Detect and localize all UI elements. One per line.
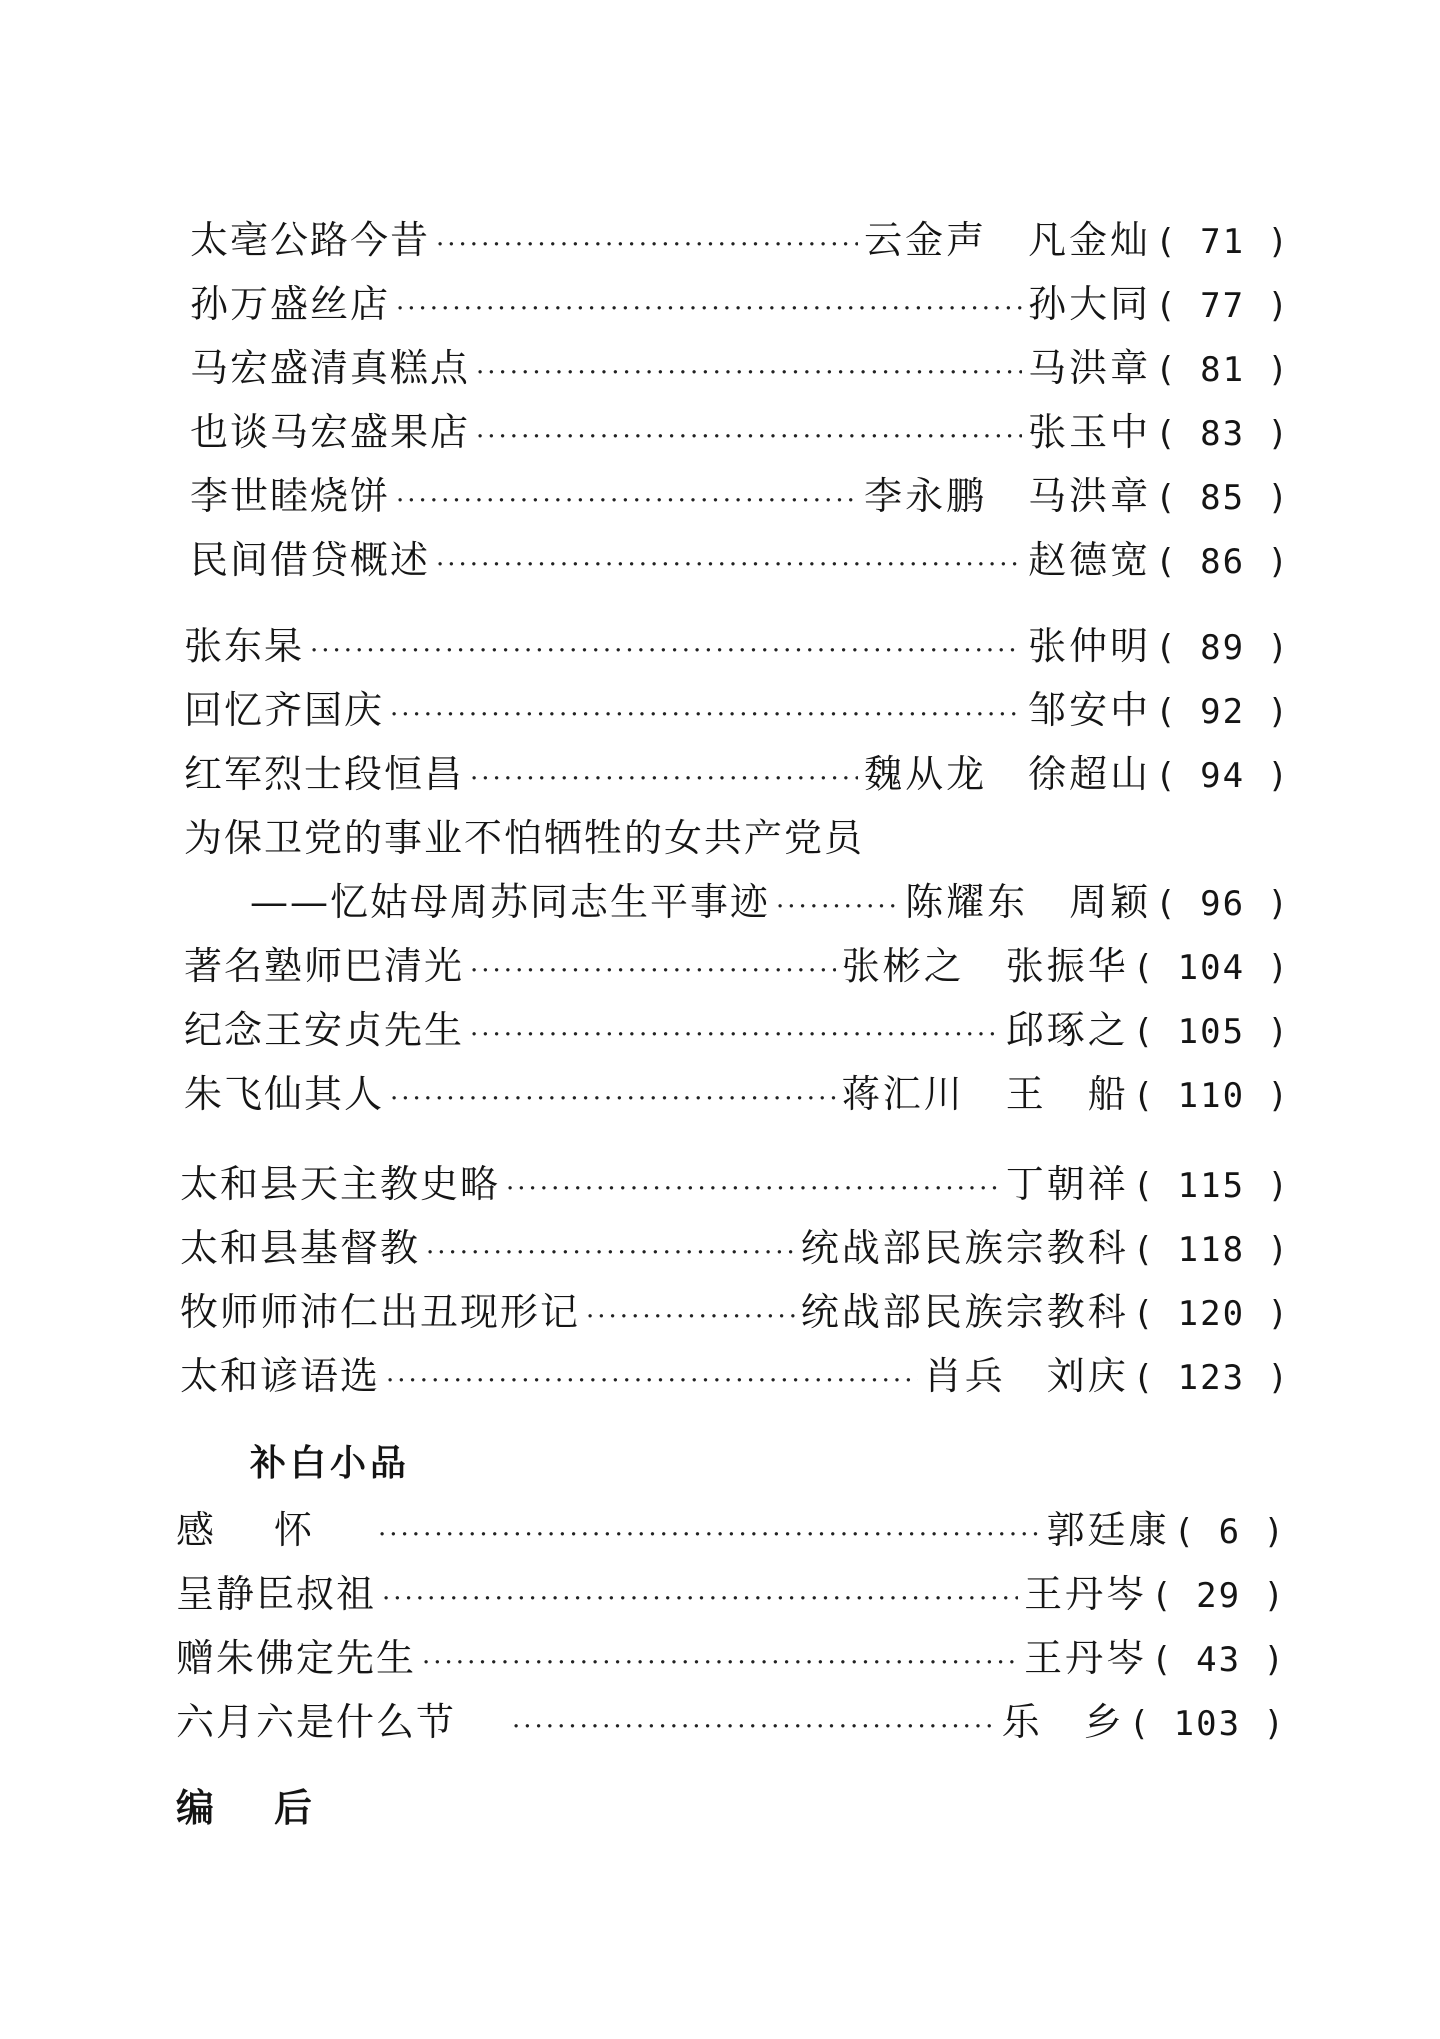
entry-page: ( 103 ): [1128, 1704, 1286, 1744]
entry-author: 蒋汇川 王 船: [841, 1072, 1129, 1116]
leader-dots: [776, 879, 899, 935]
entry-page: ( 86 ): [1155, 542, 1290, 582]
entry-page: ( 110 ): [1132, 1076, 1290, 1116]
entry-page: ( 94 ): [1155, 756, 1290, 796]
entry-title: 感怀: [176, 1508, 373, 1552]
toc-entry: [184, 618, 1290, 679]
entry-title: 朱飞仙其人: [184, 1072, 385, 1116]
leader-dots: [436, 537, 1022, 593]
entry-page: ( 81 ): [1155, 350, 1290, 390]
entry-author: 张彬之 张振华: [841, 944, 1129, 988]
leader-dots: [470, 751, 858, 807]
leader-dots: [390, 687, 1022, 743]
entry-author: 赵德宽: [1028, 538, 1152, 582]
leader-dots: [436, 217, 858, 273]
toc-entry: [180, 1284, 1290, 1345]
entry-author: 邹安中: [1028, 688, 1152, 732]
toc-entry: [190, 212, 1290, 273]
entry-title: 著名塾师巴清光: [184, 944, 465, 988]
entry-author: 王丹岑: [1024, 1572, 1148, 1616]
entry-author: 马洪章: [1028, 346, 1152, 390]
entry-page: ( 96 ): [1155, 884, 1290, 924]
leader-dots: [382, 1571, 1018, 1627]
entry-title: 民间借贷概述: [190, 538, 431, 582]
entry-title: 孙万盛丝店: [190, 282, 391, 326]
afterword-heading: 编后: [176, 1786, 373, 1830]
entry-author: 云金声 凡金灿: [864, 218, 1152, 262]
entry-page: ( 123 ): [1132, 1358, 1290, 1398]
entry-author: 乐 乡: [1001, 1700, 1125, 1744]
leader-dots: [476, 345, 1022, 401]
leader-dots: [586, 1289, 795, 1345]
toc-entry: [250, 874, 1290, 935]
entry-page: ( 104 ): [1132, 948, 1290, 988]
toc-entry: [184, 1002, 1290, 1063]
leader-dots: [396, 281, 1022, 337]
entry-author: 张玉中: [1028, 410, 1152, 454]
entry-author: 肖兵 刘庆: [923, 1354, 1129, 1398]
toc-entry: [190, 532, 1290, 593]
toc-entry: [190, 276, 1290, 337]
toc-entry: [184, 682, 1290, 743]
entry-page: ( 29 ): [1151, 1576, 1286, 1616]
entry-author: 魏从龙 徐超山: [864, 752, 1152, 796]
toc-entry: [176, 1566, 1286, 1627]
entry-title: 马宏盛清真糕点: [190, 346, 471, 390]
toc-entry: [190, 404, 1290, 465]
entry-title: 牧师师沛仁出丑现形记: [180, 1290, 581, 1334]
leader-dots: [378, 1507, 1041, 1563]
entry-title: 太和县基督教: [180, 1226, 421, 1270]
leader-dots: [422, 1635, 1018, 1691]
entry-author: 孙大同: [1028, 282, 1152, 326]
leader-dots: [470, 943, 836, 999]
entry-title: 太亳公路今昔: [190, 218, 431, 262]
entry-title: 赠朱佛定先生: [176, 1636, 417, 1680]
entry-title: 红军烈士段恒昌: [184, 752, 465, 796]
leader-dots: [506, 1161, 1000, 1217]
entry-page: ( 89 ): [1155, 628, 1290, 668]
leader-dots: [310, 623, 1022, 679]
toc-entry: [190, 468, 1290, 529]
entry-page: ( 77 ): [1155, 286, 1290, 326]
toc-entry-title-line: 为保卫党的事业不怕牺牲的女共产党员: [184, 816, 865, 860]
entry-title: 回忆齐国庆: [184, 688, 385, 732]
entry-page: ( 105 ): [1132, 1012, 1290, 1052]
toc-entry: [180, 1348, 1290, 1409]
entry-page: ( 92 ): [1155, 692, 1290, 732]
entry-author: 王丹岑: [1024, 1636, 1148, 1680]
entry-author: 邱琢之: [1005, 1008, 1129, 1052]
toc-entry: [180, 1156, 1290, 1217]
entry-author: 李永鹏 马洪章: [864, 474, 1152, 518]
entry-title: 也谈马宏盛果店: [190, 410, 471, 454]
leader-dots: [470, 1007, 1000, 1063]
entry-page: ( 118 ): [1132, 1230, 1290, 1270]
entry-subtitle: ——忆姑母周苏同志生平事迹: [250, 880, 771, 924]
entry-page: ( 120 ): [1132, 1294, 1290, 1334]
leader-dots: [396, 473, 858, 529]
entry-author: 张仲明: [1028, 624, 1152, 668]
entry-author: 郭廷康: [1046, 1508, 1170, 1552]
toc-entry: [184, 938, 1290, 999]
leader-dots: [386, 1353, 918, 1409]
section-heading: 补白小品: [250, 1443, 411, 1484]
entry-page: ( 115 ): [1132, 1166, 1290, 1206]
toc-entry: [176, 1630, 1286, 1691]
entry-title: 太和谚语选: [180, 1354, 381, 1398]
leader-dots: [426, 1225, 795, 1281]
entry-page: ( 71 ): [1155, 222, 1290, 262]
leader-dots: [512, 1699, 996, 1755]
toc-entry: [180, 1220, 1290, 1281]
entry-author: 陈耀东 周颖: [905, 880, 1152, 924]
leader-dots: [390, 1071, 836, 1127]
toc-entry: [184, 746, 1290, 807]
toc-entry: [190, 340, 1290, 401]
entry-page: ( 85 ): [1155, 478, 1290, 518]
entry-page: ( 83 ): [1155, 414, 1290, 454]
entry-title: 张东杲: [184, 624, 305, 668]
entry-page: ( 6 ): [1173, 1512, 1286, 1552]
toc-entry: [176, 1694, 1286, 1755]
leader-dots: [476, 409, 1022, 465]
entry-author: 统战部民族宗教科: [800, 1226, 1129, 1270]
entry-title: 六月六是什么节: [176, 1700, 457, 1744]
entry-title: 纪念王安贞先生: [184, 1008, 465, 1052]
entry-title: 呈静臣叔祖: [176, 1572, 377, 1616]
toc-entry: [184, 1066, 1290, 1127]
entry-title: 李世睦烧饼: [190, 474, 391, 518]
entry-page: ( 43 ): [1151, 1640, 1286, 1680]
entry-title: 太和县天主教史略: [180, 1162, 501, 1206]
entry-author: 统战部民族宗教科: [800, 1290, 1129, 1334]
toc-entry: [176, 1502, 1286, 1563]
entry-author: 丁朝祥: [1005, 1162, 1129, 1206]
